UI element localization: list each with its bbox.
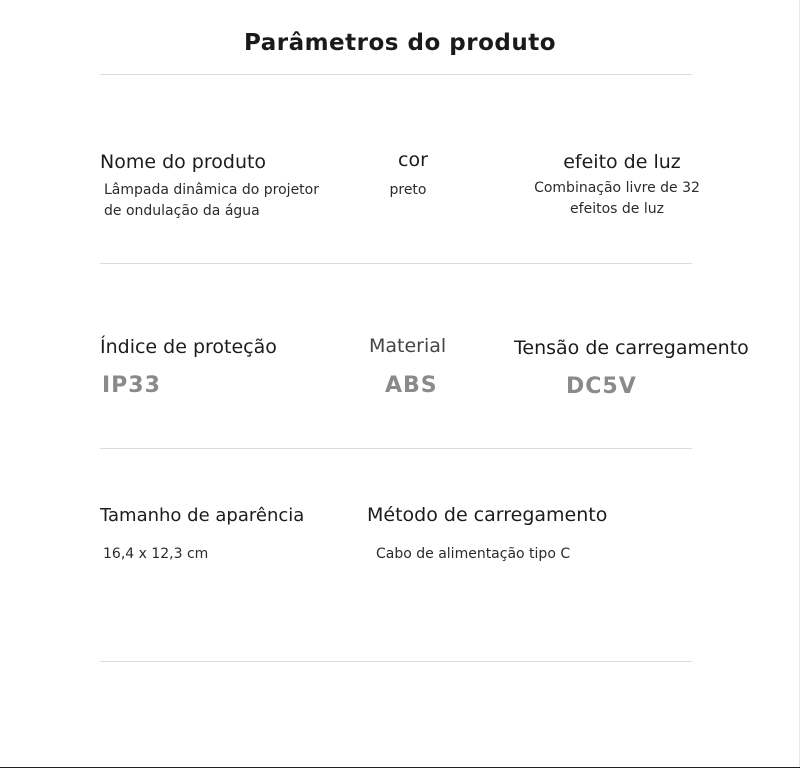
material-label: Material [369, 335, 447, 357]
divider [100, 448, 692, 449]
charging-voltage-label: Tensão de carregamento [514, 337, 749, 359]
light-effect-label: efeito de luz [563, 151, 681, 173]
divider [100, 74, 692, 75]
size-value: 16,4 x 12,3 cm [103, 546, 209, 562]
color-label: cor [398, 149, 428, 171]
protection-index-value: IP33 [102, 373, 161, 398]
divider [100, 661, 692, 662]
protection-index-label: Índice de proteção [100, 336, 277, 358]
charging-method-value: Cabo de alimentação tipo C [376, 546, 571, 562]
light-effect-value-line1: Combinação livre de 32 [534, 180, 700, 196]
product-name-label: Nome do produto [100, 151, 267, 173]
page-title: Parâmetros do produto [243, 30, 557, 56]
divider [100, 263, 692, 264]
light-effect-value-line2: efeitos de luz [570, 201, 664, 217]
product-name-value-line2: de ondulação da água [104, 203, 260, 219]
size-label: Tamanho de aparência [100, 505, 305, 526]
charging-method-label: Método de carregamento [367, 504, 608, 526]
charging-voltage-value: DC5V [566, 374, 637, 399]
color-value: preto [389, 182, 427, 198]
product-name-value-line1: Lâmpada dinâmica do projetor [104, 182, 319, 198]
material-value: ABS [385, 373, 438, 398]
